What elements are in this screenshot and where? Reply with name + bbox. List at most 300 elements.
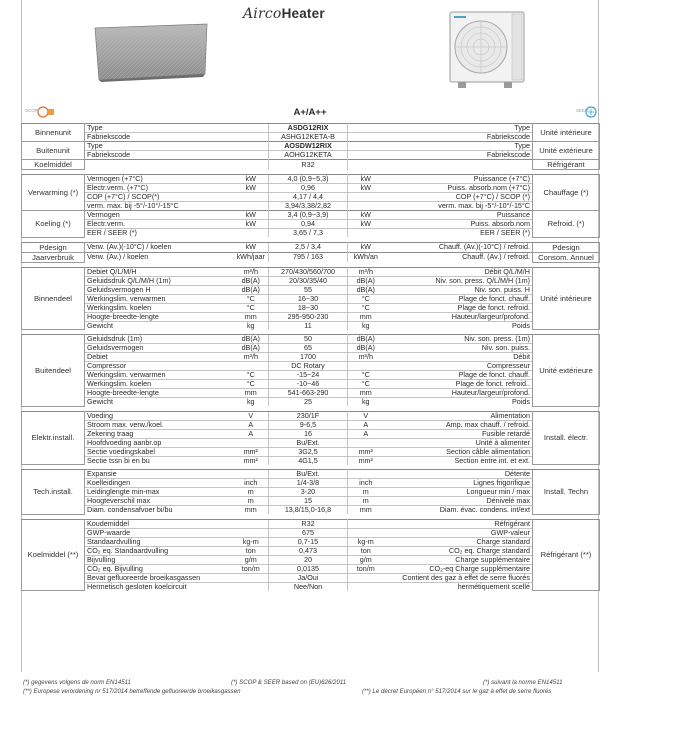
group-label: Binnenunit — [22, 124, 85, 142]
spec-value: Bu/Ext. — [269, 470, 348, 479]
label-fr — [384, 160, 533, 170]
unit-fr — [348, 438, 384, 447]
spec-value: 65 — [269, 344, 348, 353]
spec-value: 3-20 — [269, 488, 348, 497]
label-nl: Fabriekscode — [85, 133, 234, 142]
unit-nl: ton — [234, 546, 269, 555]
unit-fr — [348, 160, 384, 170]
group-label-fr: Pdesign — [533, 242, 600, 252]
unit-fr: ton — [348, 546, 384, 555]
spec-row — [22, 479, 600, 488]
spec-row — [22, 470, 600, 479]
label-nl: Hoogte-breedte-lengte — [85, 312, 234, 321]
spec-value: 11 — [269, 321, 348, 330]
group-label: Koelmiddel — [22, 160, 85, 170]
label-nl: Verw. (Av.) / koelen — [85, 252, 234, 262]
label-nl: Werkingslim. koelen — [85, 380, 234, 389]
group-label: Binnendeel — [22, 267, 85, 330]
spec-row — [22, 344, 600, 353]
unit-fr: kW — [348, 175, 384, 184]
label-nl: CO₂ eq. Bijvulling — [85, 564, 234, 573]
label-nl: Voeding — [85, 411, 234, 420]
unit-fr: dB(A) — [348, 344, 384, 353]
unit-nl: m — [234, 497, 269, 506]
unit-fr — [348, 519, 384, 528]
group-label-fr: Install. électr. — [533, 411, 600, 465]
label-nl: Fabriekscode — [85, 151, 234, 160]
spec-value: 0,96 — [269, 184, 348, 193]
spec-value: 1/4-3/8 — [269, 479, 348, 488]
spec-value: 0,0135 — [269, 564, 348, 573]
label-nl: Hoogte-breedte-lengte — [85, 389, 234, 398]
unit-nl: kW — [234, 211, 269, 220]
unit-nl: m³/h — [234, 353, 269, 362]
spec-row — [22, 242, 600, 252]
unit-fr — [348, 142, 384, 151]
spec-row — [22, 202, 600, 211]
spec-value: 50 — [269, 335, 348, 344]
unit-nl: m³/h — [234, 267, 269, 276]
unit-nl: m — [234, 488, 269, 497]
unit-fr: mm — [348, 312, 384, 321]
spec-value: -10~46 — [269, 380, 348, 389]
unit-nl: g/m — [234, 555, 269, 564]
spec-value: 9-6,5 — [269, 420, 348, 429]
spec-row — [22, 184, 600, 193]
group-label-fr: Chauffage (*) — [533, 175, 600, 211]
spec-row — [22, 371, 600, 380]
spec-value: AOSDW12RIX — [269, 142, 348, 151]
label-nl: Werkingslim. verwarmen — [85, 371, 234, 380]
unit-fr: dB(A) — [348, 285, 384, 294]
group-label: Tech.install. — [22, 470, 85, 515]
label-fr: Poids — [384, 321, 533, 330]
spec-value: 795 / 163 — [269, 252, 348, 262]
spec-value: Bu/Ext. — [269, 438, 348, 447]
unit-nl — [234, 133, 269, 142]
spec-value: 295-950-230 — [269, 312, 348, 321]
label-nl: Vermogen (+7°C) — [85, 175, 234, 184]
unit-fr: kg-m — [348, 537, 384, 546]
label-fr: GWP-valeur — [384, 528, 533, 537]
spec-value: 16 — [269, 429, 348, 438]
unit-nl — [234, 229, 269, 238]
label-fr: Plage de fonct. chauff. — [384, 371, 533, 380]
label-fr: Charge supplémentaire — [384, 555, 533, 564]
spec-value: 4G1,5 — [269, 456, 348, 465]
label-nl: Bijvulling — [85, 555, 234, 564]
label-fr: EER / SEER (*) — [384, 229, 533, 238]
spec-value: 1700 — [269, 353, 348, 362]
label-fr: Type — [384, 124, 533, 133]
group-label: Koeling (*) — [22, 211, 85, 238]
unit-nl — [234, 124, 269, 133]
label-fr: Niv. son. puiss. — [384, 344, 533, 353]
label-nl: Werkingslim. koelen — [85, 303, 234, 312]
unit-fr — [348, 193, 384, 202]
label-fr: Alimentation — [384, 411, 533, 420]
unit-fr: ton/m — [348, 564, 384, 573]
unit-nl: dB(A) — [234, 276, 269, 285]
spec-value: 3G2,5 — [269, 447, 348, 456]
label-nl: Hermetisch gesloten koelcircuit — [85, 582, 234, 591]
unit-nl — [234, 160, 269, 170]
spec-row — [22, 582, 600, 591]
spec-value: R32 — [269, 160, 348, 170]
label-fr: Débit Q/L/M/H — [384, 267, 533, 276]
unit-fr: mm² — [348, 447, 384, 456]
label-nl: Gewicht — [85, 321, 234, 330]
unit-fr: mm — [348, 389, 384, 398]
group-label-fr: Unité intérieure — [533, 124, 600, 142]
unit-fr: °C — [348, 380, 384, 389]
unit-fr: °C — [348, 294, 384, 303]
spec-row — [22, 133, 600, 142]
spec-value: 675 — [269, 528, 348, 537]
spec-row — [22, 398, 600, 407]
unit-nl — [234, 142, 269, 151]
unit-nl: mm² — [234, 447, 269, 456]
label-fr: Diam. évac. condens. int/ext — [384, 506, 533, 515]
spec-row — [22, 497, 600, 506]
unit-nl: mm — [234, 506, 269, 515]
label-fr: Puiss. absorb.nom — [384, 220, 533, 229]
label-fr: Contient des gaz à effet de serre fluorés — [384, 573, 533, 582]
label-nl: Verw. (Av.)(-10°C) / koelen — [85, 242, 234, 252]
label-fr: Hauteur/largeur/profond. — [384, 312, 533, 321]
unit-nl — [234, 528, 269, 537]
spec-value: 13,8/15,0-16,8 — [269, 506, 348, 515]
unit-fr: kg — [348, 321, 384, 330]
unit-fr: kW — [348, 211, 384, 220]
label-fr: Niv. son. press. (1m) — [384, 335, 533, 344]
spec-value: 2,5 / 3,4 — [269, 242, 348, 252]
label-nl: Geluidsdruk Q/L/M/H (1m) — [85, 276, 234, 285]
group-label: Buitenunit — [22, 142, 85, 160]
unit-fr — [348, 124, 384, 133]
spec-row — [22, 160, 600, 170]
spec-value: 15 — [269, 497, 348, 506]
footnote-norm-fr: (*) suivant la norme EN14511 — [483, 679, 563, 686]
unit-nl — [234, 519, 269, 528]
unit-nl: kg — [234, 398, 269, 407]
spec-row — [22, 151, 600, 160]
unit-nl: inch — [234, 479, 269, 488]
unit-nl — [234, 470, 269, 479]
unit-fr: V — [348, 411, 384, 420]
label-nl: verm. max. bij -5°/-10°/-15°C — [85, 202, 234, 211]
spec-value: Ja/Oui — [269, 573, 348, 582]
spec-row — [22, 321, 600, 330]
group-label-fr: Unité intérieure — [533, 267, 600, 330]
label-fr: Section entre int. et ext. — [384, 456, 533, 465]
unit-nl: A — [234, 429, 269, 438]
label-fr: Puiss. absorb.nom (+7°C) — [384, 184, 533, 193]
brand-logo: AircoHeater — [243, 6, 325, 22]
group-label-fr: Refroid. (*) — [533, 211, 600, 238]
label-nl: Debiet — [85, 353, 234, 362]
group-label: Jaarverbruik — [22, 252, 85, 262]
unit-fr: A — [348, 429, 384, 438]
unit-fr: kW — [348, 242, 384, 252]
indoor-unit-image — [91, 22, 211, 82]
spec-row — [22, 211, 600, 220]
spec-row — [22, 362, 600, 371]
spec-row — [22, 124, 600, 133]
label-fr: Hauteur/largeur/profond. — [384, 389, 533, 398]
label-nl: Standaardvulling — [85, 537, 234, 546]
spec-value: 0,94 — [269, 220, 348, 229]
label-nl: Leidinglengte min-max — [85, 488, 234, 497]
label-nl — [85, 160, 234, 170]
label-fr: Fusible retardé — [384, 429, 533, 438]
seer-logo-icon — [583, 106, 599, 118]
spec-row — [22, 193, 600, 202]
spec-row — [22, 555, 600, 564]
spec-row — [22, 142, 600, 151]
label-fr: Fabriekscode — [384, 151, 533, 160]
unit-nl: mm² — [234, 456, 269, 465]
label-fr: Fabriekscode — [384, 133, 533, 142]
label-fr: Longueur min / max — [384, 488, 533, 497]
label-nl: Electr.verm. (+7°C) — [85, 184, 234, 193]
unit-fr: mm — [348, 506, 384, 515]
label-fr: Puissance — [384, 211, 533, 220]
spec-row — [22, 353, 600, 362]
label-fr: Réfrigérant — [384, 519, 533, 528]
unit-fr: m — [348, 497, 384, 506]
unit-nl — [234, 582, 269, 591]
unit-nl: kg — [234, 321, 269, 330]
label-fr: Charge standard — [384, 537, 533, 546]
group-label-fr: Unité extérieure — [533, 335, 600, 407]
spec-row — [22, 537, 600, 546]
label-nl: Geluidsdruk (1m) — [85, 335, 234, 344]
group-label-fr: Réfrigérant — [533, 160, 600, 170]
label-nl: Diam. condensafvoer bi/bu — [85, 506, 234, 515]
label-fr: Plage de fonct. refroid.. — [384, 380, 533, 389]
label-fr: Unité à alimenter — [384, 438, 533, 447]
spec-value: 20 — [269, 555, 348, 564]
label-fr: verm. max. bij -5°/-10°/-15°C — [384, 202, 533, 211]
spec-row — [22, 564, 600, 573]
spec-row — [22, 229, 600, 238]
spec-row — [22, 456, 600, 465]
unit-fr — [348, 582, 384, 591]
label-nl: Gewicht — [85, 398, 234, 407]
unit-fr — [348, 470, 384, 479]
spec-row — [22, 447, 600, 456]
footnote-fgas-nl: (**) Europese verordening nr 517/2014 betreffende gefluoreerde broeikasgassen — [23, 688, 241, 695]
group-label-fr: Réfrigérant (**) — [533, 519, 600, 591]
spec-value: DC Rotary — [269, 362, 348, 371]
unit-nl — [234, 151, 269, 160]
spec-row — [22, 294, 600, 303]
unit-fr — [348, 229, 384, 238]
label-nl: Geluidsvermogen H — [85, 285, 234, 294]
unit-nl: V — [234, 411, 269, 420]
unit-fr: °C — [348, 371, 384, 380]
footnote-fgas-fr: (**) Le décret Européen n° 517/2014 sur le gaz à effet de serre fluorés — [362, 688, 552, 695]
unit-fr: kW — [348, 184, 384, 193]
unit-fr — [348, 202, 384, 211]
unit-fr — [348, 573, 384, 582]
group-label-fr: Unité extérieure — [533, 142, 600, 160]
unit-nl — [234, 193, 269, 202]
spec-value: Nee/Non — [269, 582, 348, 591]
unit-nl: kW — [234, 242, 269, 252]
spec-value: -15~24 — [269, 371, 348, 380]
group-label: Buitendeel — [22, 335, 85, 407]
label-fr: Type — [384, 142, 533, 151]
spec-sheet — [21, 0, 599, 750]
label-nl: GWP-waarde — [85, 528, 234, 537]
spec-row — [22, 438, 600, 447]
label-nl: Electr.verm. — [85, 220, 234, 229]
spec-row — [22, 380, 600, 389]
spec-value: 3,65 / 7,3 — [269, 229, 348, 238]
spec-row — [22, 528, 600, 537]
spec-row — [22, 573, 600, 582]
group-label-fr: Install. Techn — [533, 470, 600, 515]
spec-row — [22, 285, 600, 294]
scop-label: SCOP — [25, 108, 38, 113]
group-label: Verwarming (*) — [22, 175, 85, 211]
footnote-scop-seer: (*) SCOP & SEER based on (EU)626/2011 — [231, 679, 347, 686]
label-fr: Chauff. (Av.) / refroid. — [384, 252, 533, 262]
unit-fr: °C — [348, 303, 384, 312]
group-label: Koelmiddel (**) — [22, 519, 85, 591]
label-fr: Chauff. (Av.)(-10°C) / refroid. — [384, 242, 533, 252]
spec-row — [22, 303, 600, 312]
unit-fr: m — [348, 488, 384, 497]
unit-nl — [234, 202, 269, 211]
label-fr: Détente — [384, 470, 533, 479]
label-nl: Hoogteverschil max — [85, 497, 234, 506]
label-nl: COP (+7°C) / SCOP(*) — [85, 193, 234, 202]
label-fr: Poids — [384, 398, 533, 407]
unit-nl: °C — [234, 294, 269, 303]
label-nl: EER / SEER (*) — [85, 229, 234, 238]
unit-nl: A — [234, 420, 269, 429]
seer-label: SEER — [576, 108, 589, 113]
spec-value: 0,473 — [269, 546, 348, 555]
spec-value: 3,4 (0,9~3,9) — [269, 211, 348, 220]
spec-table — [21, 123, 600, 591]
label-nl: Sectie tssn bi en bu — [85, 456, 234, 465]
label-nl: Type — [85, 124, 234, 133]
unit-nl: dB(A) — [234, 344, 269, 353]
unit-fr: kW — [348, 220, 384, 229]
unit-nl — [234, 438, 269, 447]
unit-fr — [348, 528, 384, 537]
label-nl: Expansie — [85, 470, 234, 479]
spec-row — [22, 506, 600, 515]
label-fr: CO₂ eq. Charge standard — [384, 546, 533, 555]
footnote-norm-nl: (*) gegevens volgens de norm EN14511 — [23, 679, 131, 686]
label-nl: Bevat gefluoreerde broeikasgassen — [85, 573, 234, 582]
spec-value: 230/1F — [269, 411, 348, 420]
label-nl: Stroom max. verw./koel. — [85, 420, 234, 429]
spec-row — [22, 546, 600, 555]
spec-row — [22, 335, 600, 344]
label-fr: CO₂-eq Charge supplémentaire — [384, 564, 533, 573]
spec-value: R32 — [269, 519, 348, 528]
label-fr: COP (+7°C) / SCOP (*) — [384, 193, 533, 202]
unit-fr: g/m — [348, 555, 384, 564]
label-fr: Niv. son. press. Q/L/M/H (1m) — [384, 276, 533, 285]
label-nl: CO₂ eq. Standaardvulling — [85, 546, 234, 555]
unit-nl: °C — [234, 371, 269, 380]
label-nl: Zekering traag — [85, 429, 234, 438]
spec-row — [22, 175, 600, 184]
spec-value: 16~30 — [269, 294, 348, 303]
unit-nl: kW — [234, 184, 269, 193]
unit-nl: mm — [234, 312, 269, 321]
unit-nl: kWh/jaar — [234, 252, 269, 262]
label-fr: Amp. max chauff. / refroid. — [384, 420, 533, 429]
spec-value: 25 — [269, 398, 348, 407]
label-fr: Plage de fonct. refroid. — [384, 303, 533, 312]
label-fr: Compresseur — [384, 362, 533, 371]
unit-fr — [348, 133, 384, 142]
label-fr: hermétiquement scellé — [384, 582, 533, 591]
spec-value: 20/30/35/40 — [269, 276, 348, 285]
energy-rating-bar — [21, 106, 599, 120]
label-nl: Compressor — [85, 362, 234, 371]
label-fr: Plage de fonct. chauff. — [384, 294, 533, 303]
spec-row — [22, 420, 600, 429]
unit-fr: kg — [348, 398, 384, 407]
unit-nl: °C — [234, 380, 269, 389]
spec-value: 4,17 / 4,4 — [269, 193, 348, 202]
unit-nl — [234, 362, 269, 371]
unit-nl: ton/m — [234, 564, 269, 573]
energy-rating: A+/A++ — [293, 107, 327, 118]
spec-row — [22, 389, 600, 398]
spec-row — [22, 411, 600, 420]
unit-fr: A — [348, 420, 384, 429]
unit-nl: mm — [234, 389, 269, 398]
unit-nl: kW — [234, 175, 269, 184]
group-label: Pdesign — [22, 242, 85, 252]
unit-fr: dB(A) — [348, 276, 384, 285]
label-fr: Lignes frigorifique — [384, 479, 533, 488]
label-nl: Type — [85, 142, 234, 151]
spec-value: ASDG12RIX — [269, 124, 348, 133]
label-nl: Werkingslim. verwarmen — [85, 294, 234, 303]
label-fr: Puissance (+7°C) — [384, 175, 533, 184]
unit-fr: inch — [348, 479, 384, 488]
spec-value: 270/430/560/700 — [269, 267, 348, 276]
group-label-fr: Consom. Annuel — [533, 252, 600, 262]
label-fr: Dénivelé max — [384, 497, 533, 506]
spec-row — [22, 488, 600, 497]
label-nl: Sectie voedingskabel — [85, 447, 234, 456]
label-nl: Debiet Q/L/M/H — [85, 267, 234, 276]
unit-nl: dB(A) — [234, 285, 269, 294]
label-nl: Hoofdvoeding aanbr.op — [85, 438, 234, 447]
label-nl: Vermogen — [85, 211, 234, 220]
spec-value: AOHG12KETA — [269, 151, 348, 160]
unit-nl: kg-m — [234, 537, 269, 546]
label-nl: Koelleidingen — [85, 479, 234, 488]
unit-fr: m³/h — [348, 353, 384, 362]
label-fr: Niv. son. puiss. H — [384, 285, 533, 294]
spec-value: ASHG12KETA-B — [269, 133, 348, 142]
spec-value: 0,7-15 — [269, 537, 348, 546]
unit-fr — [348, 362, 384, 371]
